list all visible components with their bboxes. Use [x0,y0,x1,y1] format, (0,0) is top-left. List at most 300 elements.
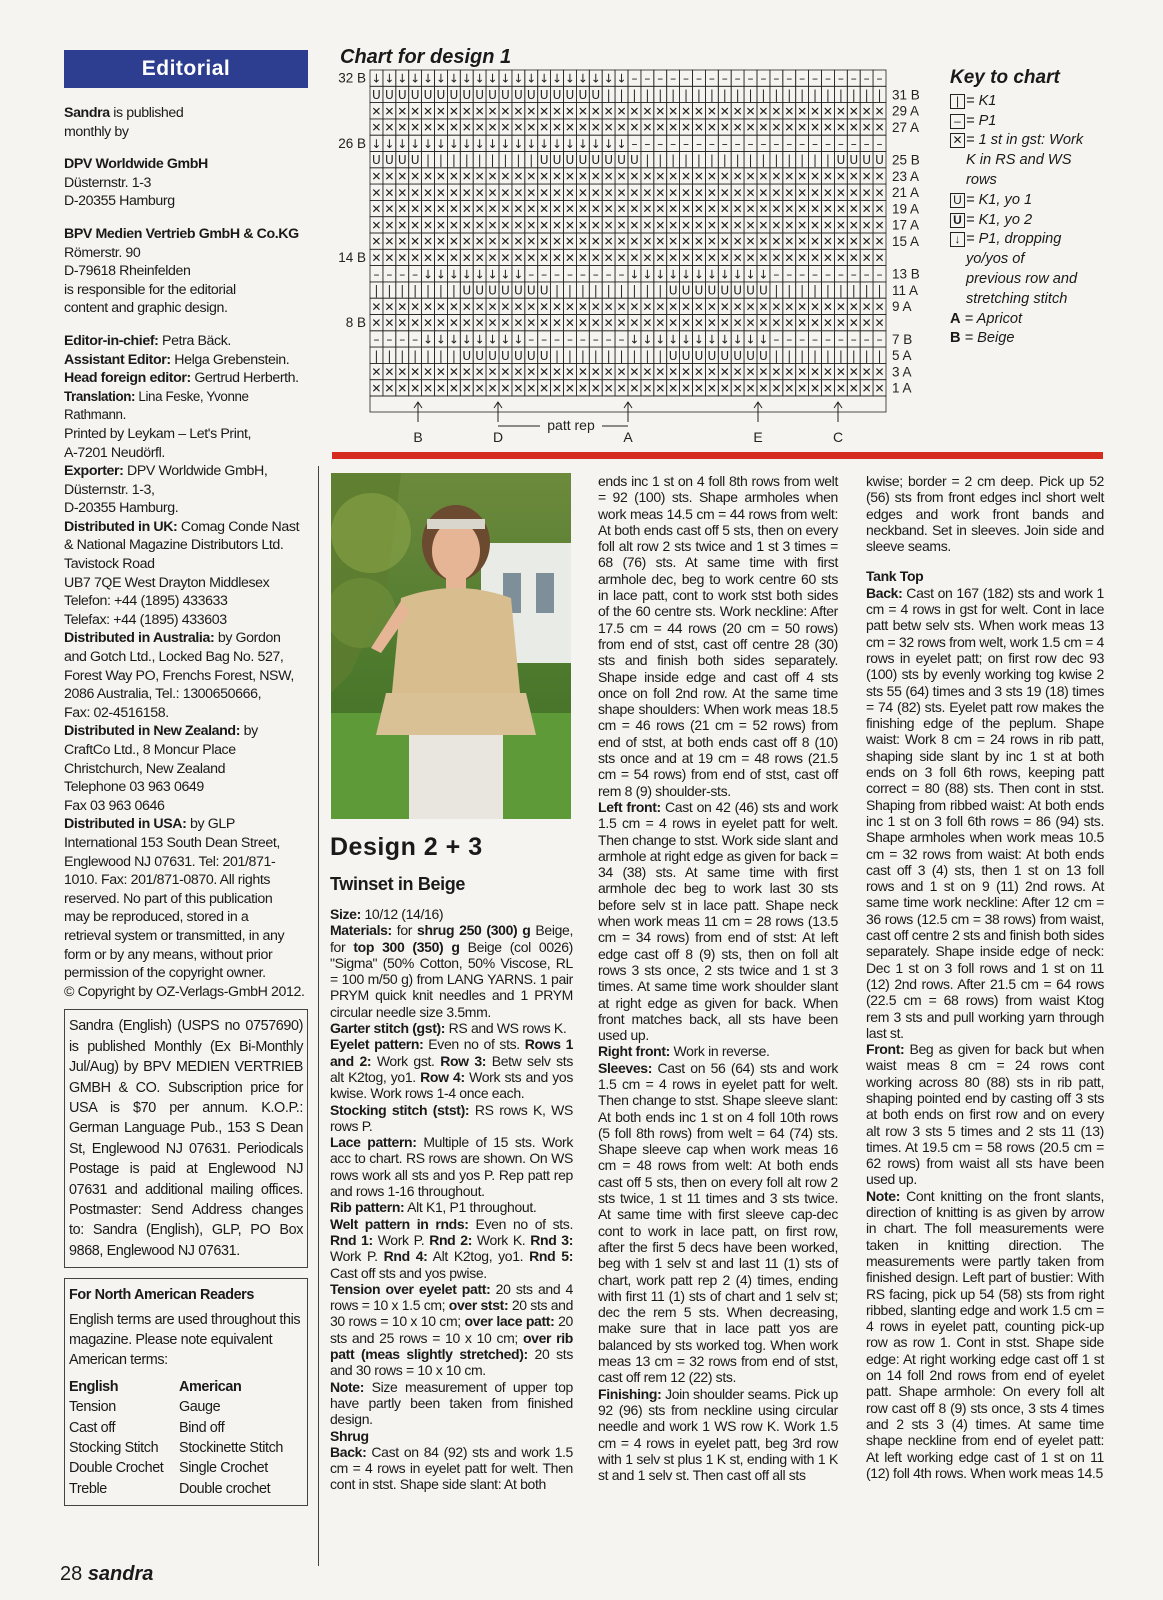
chart-symbol: ✕ [397,185,408,200]
knitting-chart [330,46,1120,446]
chart-symbol: ✕ [603,365,614,380]
chart-symbol: ✕ [822,365,833,380]
chart-symbol: – [812,136,819,151]
chart-symbol: – [399,332,406,347]
chart-symbol: ✕ [835,120,846,135]
chart-symbol: ✕ [835,234,846,249]
chart-symbol: ✕ [655,185,666,200]
key-k1 [950,92,1120,112]
chart-symbol: – [850,71,857,86]
chart-symbol: | [825,348,830,363]
chart-symbol: U [539,153,549,168]
chart-symbol: ✕ [552,234,563,249]
chart-symbol: ✕ [526,120,537,135]
chart-row-label-right: 1 A [892,380,912,396]
chart-symbol: ✕ [435,299,446,314]
chart-symbol: ↓ [410,71,421,86]
text: Tavistock Road [64,556,155,573]
chart-symbol: | [877,348,882,363]
chart-symbol: ✕ [590,169,601,184]
chart-symbol: – [683,71,690,86]
chart-symbol: ✕ [784,104,795,119]
chart-symbol: ✕ [397,202,408,217]
chart-symbol: ✕ [487,169,498,184]
dpv-address [64,155,308,211]
chart-symbol: – [592,267,599,282]
key-title: Key to chart [950,67,1060,88]
model-photo [331,473,571,819]
chart-symbol: ↓ [719,267,730,282]
chart-symbol: ✕ [771,234,782,249]
label: Distributed in UK: [64,518,178,535]
chart-symbol: ✕ [848,251,859,266]
chart-symbol: ✕ [758,365,769,380]
chart-symbol: ✕ [603,381,614,396]
chart-symbol: | [632,348,637,363]
chart-symbol: ✕ [616,299,627,314]
chart-symbol: ✕ [603,234,614,249]
chart-symbol: ✕ [861,185,872,200]
chart-symbol: ✕ [693,169,704,184]
chart-symbol: ✕ [810,169,821,184]
chart-symbol: ✕ [681,169,692,184]
chart-symbol: ✕ [706,202,717,217]
chart-symbol: – [837,332,844,347]
chart-symbol: ✕ [784,251,795,266]
chart-symbol: ✕ [745,251,756,266]
chart-symbol: ✕ [577,169,588,184]
chart-symbol: ↓ [500,136,511,151]
chart-symbol: ↓ [500,71,511,86]
chart-symbol: ✕ [616,104,627,119]
chart-symbol: U [578,88,588,103]
chart-symbol: ✕ [603,104,614,119]
chart-symbol: ✕ [384,299,395,314]
chart-symbol: ✕ [629,234,640,249]
chart-symbol: ✕ [371,104,382,119]
chart-symbol: ✕ [693,365,704,380]
key-text: = P1, dropping [966,231,1062,248]
chart-symbol: – [386,332,393,347]
chart-symbol: ✕ [848,381,859,396]
chart-symbol: – [579,332,586,347]
chart-symbol: | [787,348,792,363]
chart-symbol: ✕ [758,299,769,314]
chart-symbol: U [720,283,730,298]
chart-symbol: ✕ [861,218,872,233]
chart-symbol: ↓ [629,267,640,282]
chart-symbol: ✕ [577,218,588,233]
chart-symbol: | [748,88,753,103]
chart-symbol: ✕ [681,185,692,200]
paragraph: Size: 10/12 (14/16) [330,906,444,922]
chart-symbol: U [513,348,523,363]
chart-symbol: ↓ [461,71,472,86]
chart-symbol: ✕ [732,381,743,396]
patt-rep-label: patt rep [547,417,595,433]
chart-symbol: ✕ [397,365,408,380]
value: by Gordon [214,630,281,647]
chart-symbol: ✕ [577,365,588,380]
chart-symbol: ✕ [822,251,833,266]
chart-row-label-left: 26 B [338,135,366,151]
chart-symbol: ✕ [539,185,550,200]
chart-symbol: ✕ [758,218,769,233]
chart-symbol: ↓ [719,332,730,347]
chart-symbol: – [876,71,883,86]
chart-symbol: – [747,136,754,151]
text: content and graphic design. [64,300,228,317]
chart-symbol: – [876,267,883,282]
chart-symbol: ✕ [513,185,524,200]
chart-symbol: ↓ [397,71,408,86]
chart-symbol: ✕ [706,299,717,314]
chart-symbol: ✕ [371,218,382,233]
chart-symbol: – [373,267,380,282]
chart-symbol: U [539,88,549,103]
chart-symbol: U [746,283,755,298]
paragraph: Rib pattern: Alt K1, P1 throughout. [330,1199,537,1216]
text: Englewood NJ 07631. Tel: 201/871- [64,853,276,870]
chart-symbol: ✕ [461,104,472,119]
chart-symbol: ✕ [552,316,563,331]
chart-symbol: ✕ [629,202,640,217]
chart-symbol: – [773,71,780,86]
chart-symbol: | [490,153,495,168]
chart-symbol: ✕ [384,104,395,119]
chart-symbol: – [566,267,573,282]
chart-symbol: ✕ [784,218,795,233]
editorial-banner: Editorial [64,50,308,88]
chart-symbol: ✕ [564,185,575,200]
chart-symbol: ✕ [474,104,485,119]
chart-symbol: ✕ [861,104,872,119]
chart-symbol: – [644,136,651,151]
chart-symbol: ✕ [552,104,563,119]
chart-symbol: ✕ [719,169,730,184]
chart-symbol: ✕ [577,234,588,249]
term-english: Treble [69,1480,107,1497]
chart-symbol: ✕ [397,251,408,266]
chart-symbol: | [645,153,650,168]
chart-symbol: ✕ [745,185,756,200]
chart-symbol: ✕ [474,120,485,135]
chart-symbol: ↓ [642,267,653,282]
chart-symbol: | [374,283,379,298]
chart-symbol: ✕ [526,218,537,233]
text: and Gotch Ltd., Locked Bag No. 527, [64,649,284,666]
chart-symbol: U [475,283,485,298]
chart-symbol: ✕ [655,251,666,266]
chart-symbol: ↓ [474,71,485,86]
chart-symbol: | [696,88,701,103]
chart-symbol: ✕ [784,365,795,380]
chart-bottom-label: A [623,429,633,445]
chart-symbol: ✕ [539,234,550,249]
chart-symbol: ✕ [474,218,485,233]
chart-symbol: – [786,332,793,347]
chart-symbol: ↓ [513,332,524,347]
label: Exporter: [64,463,124,480]
chart-symbol: ✕ [487,316,498,331]
chart-symbol: ✕ [526,381,537,396]
chart-symbol: ✕ [758,104,769,119]
chart-symbol: | [619,88,624,103]
chart-symbol: U [746,348,755,363]
chart-symbol: ✕ [590,365,601,380]
chart-symbol: | [516,153,521,168]
chart-symbol: ✕ [526,104,537,119]
chart-symbol: – [670,71,677,86]
chart-symbol: – [812,267,819,282]
chart-symbol: ✕ [706,120,717,135]
chart-symbol: ✕ [461,381,472,396]
chart-symbol: ✕ [435,316,446,331]
chart-symbol: U [565,153,575,168]
chart-symbol: ✕ [706,218,717,233]
chart-symbol: | [426,348,431,363]
chart-symbol: | [813,348,818,363]
chart-symbol: – [850,332,857,347]
chart-symbol: ✕ [629,120,640,135]
paragraph: Tension over eyelet patt: 20 sts and 4 rows = 10 x 1.5 cm; over stst: 20 sts and 30 rows = 10 x 10 cm; over lace patt: 20 sts and 25 rows = 10 x 10 cm; over rib patt (meas slightly stretched): 20 sts and 30 rows = 10 x 10 cm. [330,1280,573,1379]
chart-symbol: | [503,153,508,168]
chart-symbol: ↓ [526,136,537,151]
chart-symbol: | [877,88,882,103]
chart-symbol: | [838,348,843,363]
chart-symbol: ✕ [732,185,743,200]
key-text: = K1, yo 2 [966,211,1033,228]
chart-symbol: ✕ [526,234,537,249]
chart-symbol: ✕ [577,104,588,119]
key-yo1 [950,191,1120,211]
chart-symbol: U [462,283,472,298]
chart-symbol: | [696,153,701,168]
chart-symbol: | [671,153,676,168]
chart-symbol: ✕ [500,104,511,119]
key-text: yo/yos of [966,251,1025,268]
chart-symbol: ✕ [797,104,808,119]
company-name: BPV Medien Vertrieb GmbH & Co.KG [64,225,299,242]
chart-symbol: ↓ [655,267,666,282]
chart-symbol: ↓ [384,136,395,151]
chart-symbol: ✕ [874,251,885,266]
chart-symbol: U [552,153,562,168]
chart-symbol: – [837,136,844,151]
chart-symbol: ✕ [371,202,382,217]
chart-symbol: ✕ [616,316,627,331]
chart-symbol: ✕ [771,202,782,217]
chart-symbol: ✕ [371,381,382,396]
section-heading: Shrug [330,1427,369,1444]
chart-symbol: ↓ [590,136,601,151]
chart-symbol: ↓ [706,267,717,282]
chart-symbol: ✕ [371,234,382,249]
chart-symbol: ✕ [848,234,859,249]
chart-symbol: ✕ [526,365,537,380]
column-divider [318,466,319,1566]
chart-symbol: U [410,88,420,103]
chart-symbol: ✕ [474,365,485,380]
chart-symbol: ✕ [693,299,704,314]
chart-symbol: ✕ [642,365,653,380]
chart-symbol: ✕ [526,299,537,314]
chart-symbol: U [462,348,472,363]
chart-symbol: – [799,267,806,282]
chart-symbol: ↓ [552,71,563,86]
chart-symbol: ✕ [526,185,537,200]
chart-symbol: | [825,88,830,103]
chart-symbol: ✕ [797,185,808,200]
chart-symbol: – [824,71,831,86]
chart-symbol: ✕ [629,104,640,119]
chart-symbol: ↓ [423,267,434,282]
chart-symbol: ✕ [629,365,640,380]
chart-symbol: ✕ [784,169,795,184]
chart-symbol: ✕ [797,169,808,184]
chart-symbol: | [774,88,779,103]
chart-symbol: ✕ [874,218,885,233]
chart-symbol: ✕ [874,104,885,119]
subscription-box [64,1009,308,1268]
chart-symbol: U [604,153,614,168]
chart-key [950,68,1120,349]
chart-symbol: ✕ [810,365,821,380]
chart-symbol: ✕ [435,185,446,200]
chart-symbol: ↓ [435,267,446,282]
chart-symbol: | [658,348,663,363]
chart-symbol: ✕ [410,104,421,119]
chart-symbol: ↓ [668,267,679,282]
label: Distributed in New Zealand: [64,723,241,740]
chart-symbol: ✕ [590,202,601,217]
chart-symbol: – [786,136,793,151]
chart-symbol: | [851,88,856,103]
chart-symbol: ↓ [564,71,575,86]
chart-symbol: – [683,136,690,151]
chart-symbol: ↓ [668,332,679,347]
chart-symbol: ↓ [745,332,756,347]
address-line: Römerstr. 90 [64,244,141,261]
chart-symbol: U [733,348,743,363]
chart-symbol: ✕ [603,169,614,184]
chart-symbol: ✕ [397,316,408,331]
term-english: Tension [69,1399,116,1416]
chart-symbol: ✕ [810,316,821,331]
key-text: = Beige [960,330,1015,347]
chart-symbol: ↓ [526,71,537,86]
chart-symbol: ↓ [758,267,769,282]
chart-symbol: ↓ [603,71,614,86]
chart-symbol: ✕ [423,218,434,233]
chart-symbol: ✕ [577,185,588,200]
chart-symbol: | [800,348,805,363]
chart-symbol: U [372,88,381,103]
chart-symbol: U [501,348,510,363]
chart-symbol: ✕ [693,316,704,331]
text: reserved. No part of this publication [64,890,273,907]
chart-symbol: ✕ [655,316,666,331]
chart-row-label-right: 5 A [892,348,912,364]
terms-header: American [179,1378,242,1395]
chart-symbol: ✕ [552,299,563,314]
chart-symbol: ✕ [655,218,666,233]
chart-symbol: ↓ [577,136,588,151]
chart-symbol: | [864,88,869,103]
chart-symbol: ✕ [642,169,653,184]
chart-symbol: ✕ [410,316,421,331]
chart-symbol: ✕ [668,202,679,217]
chart-symbol: ✕ [448,381,459,396]
chart-symbol: | [451,283,456,298]
chart-symbol: ↓ [629,332,640,347]
label: Translation: [64,388,136,404]
chart-symbol: ✕ [487,218,498,233]
chart-symbol: | [684,153,689,168]
chart-bottom-label: B [413,429,423,445]
term-english: Cast off [69,1419,116,1436]
chart-symbol: ✕ [423,234,434,249]
chart-symbol: ✕ [461,299,472,314]
chart-symbol: ✕ [397,234,408,249]
chart-symbol: ✕ [874,299,885,314]
chart-symbol: ✕ [423,251,434,266]
label: Distributed in Australia: [64,630,215,647]
chart-symbol: U [501,88,510,103]
chart-symbol: ✕ [822,381,833,396]
chart-symbol: ✕ [539,218,550,233]
chart-symbol: ✕ [810,202,821,217]
chart-symbol: – [528,267,535,282]
chart-symbol: U [488,88,497,103]
chart-symbol: ✕ [848,169,859,184]
chart-symbol: ✕ [487,365,498,380]
chart-symbol: ✕ [539,169,550,184]
paragraph: Back: Cast on 84 (92) sts and work 1.5 cm = 4 rows in eyelet patt for welt. Then cont in stst. Shape side slant: At both [330,1443,573,1493]
chart-symbol: ✕ [771,381,782,396]
chart-symbol: ↓ [435,71,446,86]
chart-symbol: ↓ [706,332,717,347]
chart-symbol: | [748,153,753,168]
text: & National Magazine Distributors Ltd. [64,537,284,554]
gst-symbol-icon: ✕ [950,133,965,148]
chart-symbol: ✕ [758,185,769,200]
chart-symbol: ✕ [435,104,446,119]
chart-symbol: – [876,332,883,347]
article-column-2 [598,473,838,1483]
chart-row-label-right: 19 A [892,201,920,217]
chart-symbol: – [863,136,870,151]
chart-symbol: | [864,283,869,298]
chart-symbol: ✕ [861,365,872,380]
chart-symbol: ✕ [810,120,821,135]
chart-symbol: – [657,71,664,86]
chart-symbol: ✕ [603,202,614,217]
chart-symbol: U [849,153,859,168]
chart-symbol: ✕ [564,365,575,380]
chart-symbol: | [580,348,585,363]
chart-symbol: ✕ [732,251,743,266]
chart-symbol: ✕ [487,381,498,396]
chart-symbol: ✕ [835,104,846,119]
chart-symbol: ✕ [564,234,575,249]
chart-symbol: ↓ [642,332,653,347]
text: Printed by Leykam – Let's Print, [64,425,252,442]
chart-symbol: ✕ [448,299,459,314]
chart-symbol: ✕ [655,381,666,396]
chart-row-label-right: 15 A [892,234,920,250]
chart-symbol: U [591,153,601,168]
